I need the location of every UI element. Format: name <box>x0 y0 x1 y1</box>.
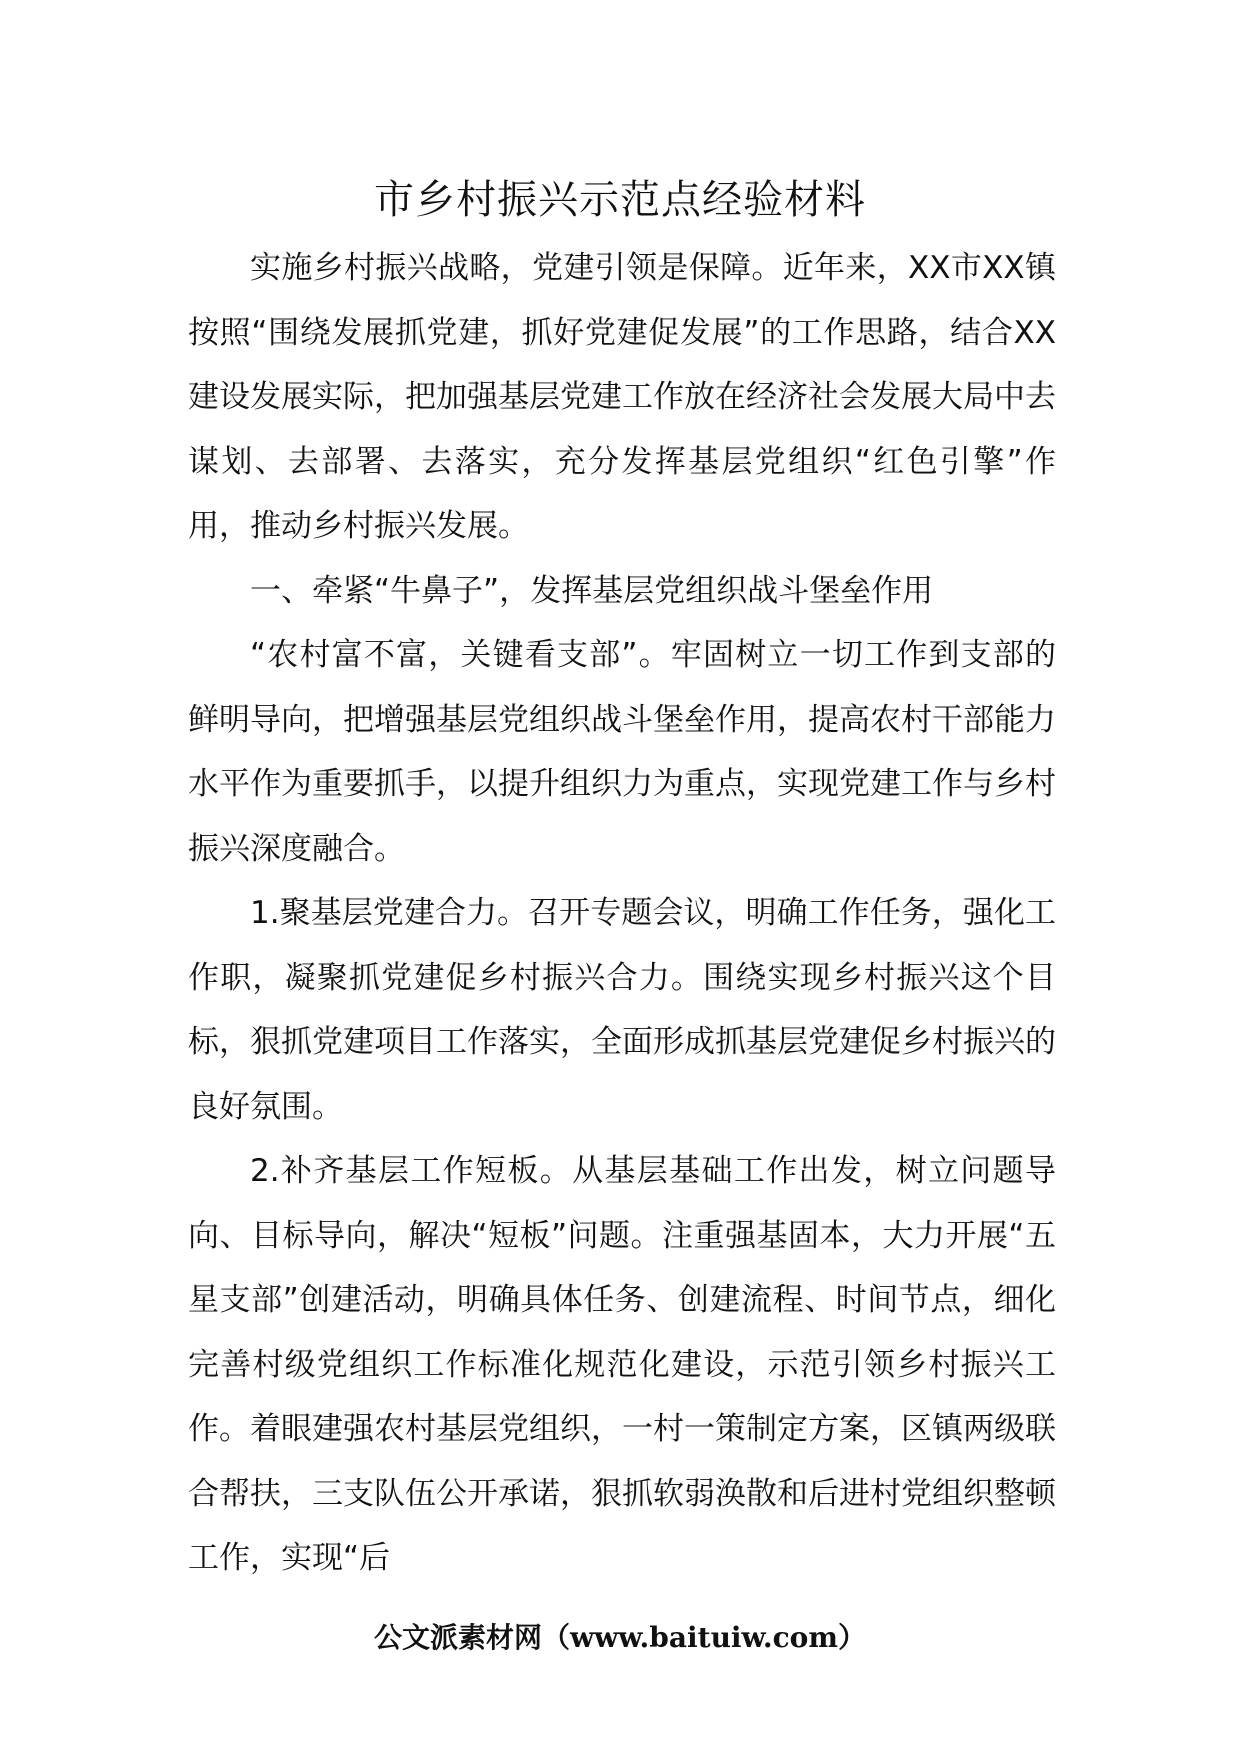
document-body <box>188 236 1056 1591</box>
section-1-paragraph: “农村富不富，关键看支部”。牢固树立一切工作到支部的鲜明导向，把增强基层党组织战斗堡垒作用，提高农村干部能力水平作为重要抓手，以提升组织力为重点，实现党建工作与乡村振兴深度融合。 <box>188 637 1056 867</box>
intro-paragraph: 实施乡村振兴战略，党建引领是保障。近年来，XX市XX镇按照“围绕发展抓党建，抓好党建促发展”的工作思路，结合XX建设发展实际，把加强基层党建工作放在经济社会发展大局中去谋划、去部署、去落实，充分发挥基层党组织“红色引擎”作用，推动乡村振兴发展。 <box>188 250 1056 544</box>
item-1-paragraph: 1.聚基层党建合力。召开专题会议，明确工作任务，强化工作职，凝聚抓党建促乡村振兴合力。围绕实现乡村振兴这个目标，狠抓党建项目工作落实，全面形成抓基层党建促乡村振兴的良好氛围。 <box>188 895 1056 1125</box>
footer-watermark: 公文派素材网（www.baituiw.com） <box>374 1621 866 1654</box>
item-2-paragraph: 2.补齐基层工作短板。从基层基础工作出发，树立问题导向、目标导向，解决“短板”问题。注重强基固本，大力开展“五星支部”创建活动，明确具体任务、创建流程、时间节点，细化完善村级党组织工作标准化规范化建设，示范引领乡村振兴工作。着眼建强农村基层党组织，一村一策制定方案，区镇两级联合帮扶，三支队伍公开承诺，狠抓软弱涣散和后进村党组织整顿工作，实现“后 <box>188 1153 1056 1576</box>
document-title: 市乡村振兴示范点经验材料 <box>374 177 866 223</box>
section-1-heading: 一、牵紧“牛鼻子”，发挥基层党组织战斗堡垒作用 <box>250 572 934 609</box>
